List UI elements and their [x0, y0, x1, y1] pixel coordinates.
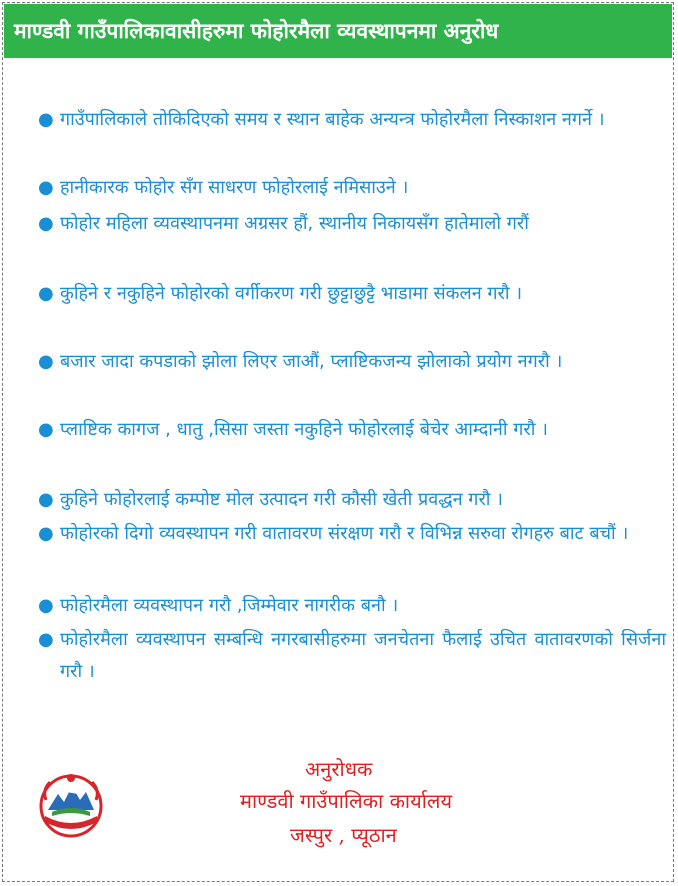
office-name: माण्डवी गाउँपालिका कार्यालय	[240, 789, 453, 813]
list-item-text: गाउँपालिकाले तोकिदिएको समय र स्थान बाहेक अन्यन्त्र फोहोरमैला निस्काशन नगर्ने ।	[60, 109, 605, 130]
page-title: माण्डवी गाउँपालिकावासीहरुमा फोहोरमैला व्यवस्थापनमा अनुरोध	[14, 19, 499, 43]
bullet-icon: ●	[38, 283, 54, 304]
list-item	[38, 172, 666, 204]
bullet-icon: ●	[38, 351, 54, 372]
list-item	[38, 590, 666, 622]
list-item-text: बजार जादा कपडाको झोला लिएर जाऔं, प्लाष्टिकजन्य झोलाको प्रयोग नगरौ ।	[60, 351, 563, 372]
office-location: जस्पुर , प्यूठान	[290, 823, 397, 847]
government-emblem-icon	[36, 770, 106, 840]
list-item	[38, 624, 666, 688]
list-item	[38, 484, 666, 516]
bullet-icon: ●	[38, 177, 54, 198]
list-item	[38, 414, 666, 446]
list-item	[38, 208, 666, 240]
bullet-icon: ●	[38, 109, 54, 130]
bullet-icon: ●	[38, 213, 54, 234]
list-item-text: फोहोरमैला व्यवस्थापन सम्बन्धि नगरबासीहरुमा जनचेतना फैलाई उचित वातावरणको सिर्जना गरौ ।	[60, 629, 666, 682]
bullet-icon: ●	[38, 419, 54, 440]
list-item-text: फोहोरमैला व्यवस्थापन गरौ ,जिम्मेवार नागरीक बनौ ।	[60, 595, 399, 616]
list-item-text: फोहोर महिला व्यवस्थापनमा अग्रसर हौं, स्थानीय निकायसँग हातेमालो गरौं	[60, 213, 529, 234]
header-bar	[4, 4, 672, 58]
list-item-text: हानीकारक फोहोर सँग साधरण फोहोरलाई नमिसाउने ।	[60, 177, 409, 198]
list-item-text: कुहिने फोहोरलाई कम्पोष्ट मोल उत्पादन गरी कौसी खेती प्रवद्धन गरौ ।	[60, 489, 504, 510]
list-item-text: कुहिने र नकुहिने फोहोरको वर्गीकरण गरी छुट्टाछुट्टै भाडामा संकलन गरौ ।	[60, 283, 523, 304]
list-item-text: प्लाष्टिक कागज , धातु ,सिसा जस्ता नकुहिने फोहोरलाई बेचेर आम्दानी गरौ ।	[60, 419, 548, 440]
list-item	[38, 346, 666, 378]
requester-label: अनुरोधक	[305, 757, 373, 781]
list-item	[38, 518, 666, 550]
bullet-icon: ●	[38, 595, 54, 616]
list-item	[38, 278, 666, 310]
list-item-text: फोहोरको दिगो व्यवस्थापन गरी वातावरण संरक्षण गरौ र विभिन्न सरुवा रोगहरु बाट बचौं ।	[60, 523, 629, 544]
list-item	[38, 104, 666, 136]
bullet-icon: ●	[38, 523, 54, 544]
bullet-icon: ●	[38, 629, 54, 650]
bullet-icon: ●	[38, 489, 54, 510]
